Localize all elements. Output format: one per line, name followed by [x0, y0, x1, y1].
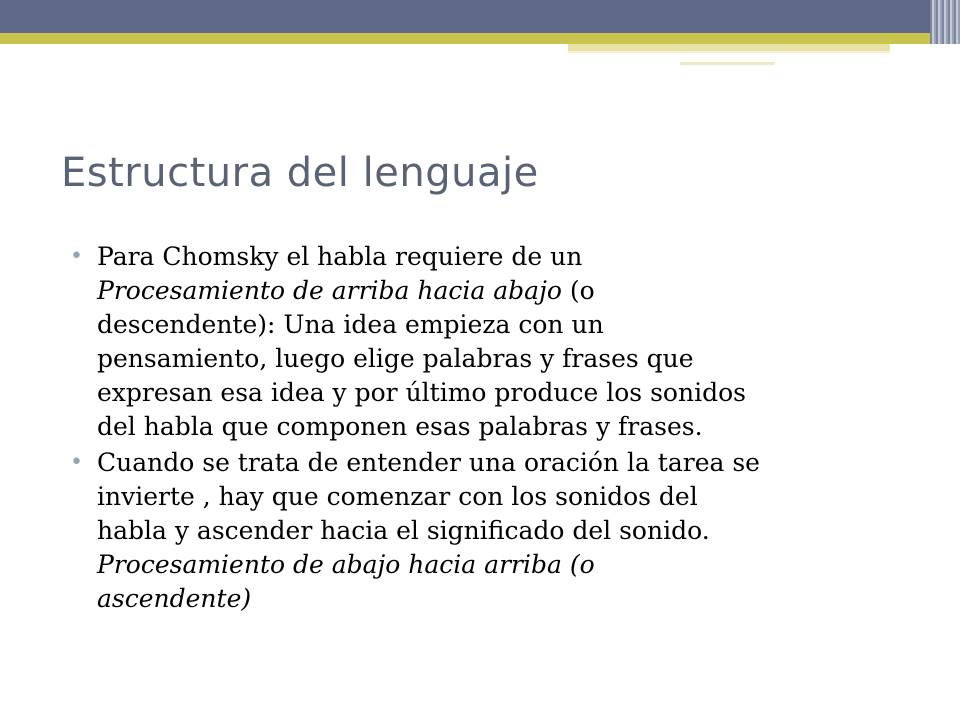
- top-decorative-band: [0, 0, 960, 33]
- bullet-dot-icon: •: [70, 244, 83, 269]
- bullet-dot-icon: •: [70, 450, 83, 475]
- accent-under-line: [680, 62, 775, 65]
- body-text: descendente): Una idea empieza con un: [97, 310, 604, 339]
- bullet-text-line: [97, 274, 910, 308]
- bullet-text-line: [97, 548, 910, 582]
- bullet-item: [70, 446, 910, 616]
- body-text: pensamiento, luego elige palabras y frases que: [97, 344, 694, 373]
- slide-title: Estructura del lenguaje: [61, 150, 539, 196]
- bullet-text-line: [97, 376, 910, 410]
- gold-accent-bar: [0, 33, 930, 44]
- body-text: expresan esa idea y por último produce los sonidos: [97, 378, 746, 407]
- bullet-text-line: [97, 342, 910, 376]
- italic-text: Procesamiento de abajo hacia arriba (o: [97, 550, 595, 579]
- bullet-text-line: [97, 240, 910, 274]
- body-text: Para Chomsky el habla requiere de un: [97, 242, 583, 271]
- body-text: habla y ascender hacia el significado del sonido.: [97, 516, 710, 545]
- bullet-text-line: [97, 308, 910, 342]
- bullet-text-line: [97, 410, 910, 444]
- corner-stripes: [930, 0, 960, 44]
- body-text: del habla que componen esas palabras y frases.: [97, 412, 703, 441]
- body-text: Cuando se trata de entender una oración la tarea se: [97, 448, 760, 477]
- accent-highlight-line: [568, 51, 890, 53]
- light-gold-accent-bar: [568, 44, 890, 51]
- bullet-list: [70, 240, 910, 618]
- body-text: invierte , hay que comenzar con los sonidos del: [97, 482, 698, 511]
- body-text: (o: [561, 276, 595, 305]
- bullet-text-line: [97, 446, 910, 480]
- italic-text: Procesamiento de arriba hacia abajo: [97, 276, 562, 305]
- bullet-text-line: [97, 514, 910, 548]
- bullet-item: [70, 240, 910, 444]
- bullet-text-line: [97, 480, 910, 514]
- italic-text: ascendente): [97, 584, 252, 613]
- bullet-text-line: [97, 582, 910, 616]
